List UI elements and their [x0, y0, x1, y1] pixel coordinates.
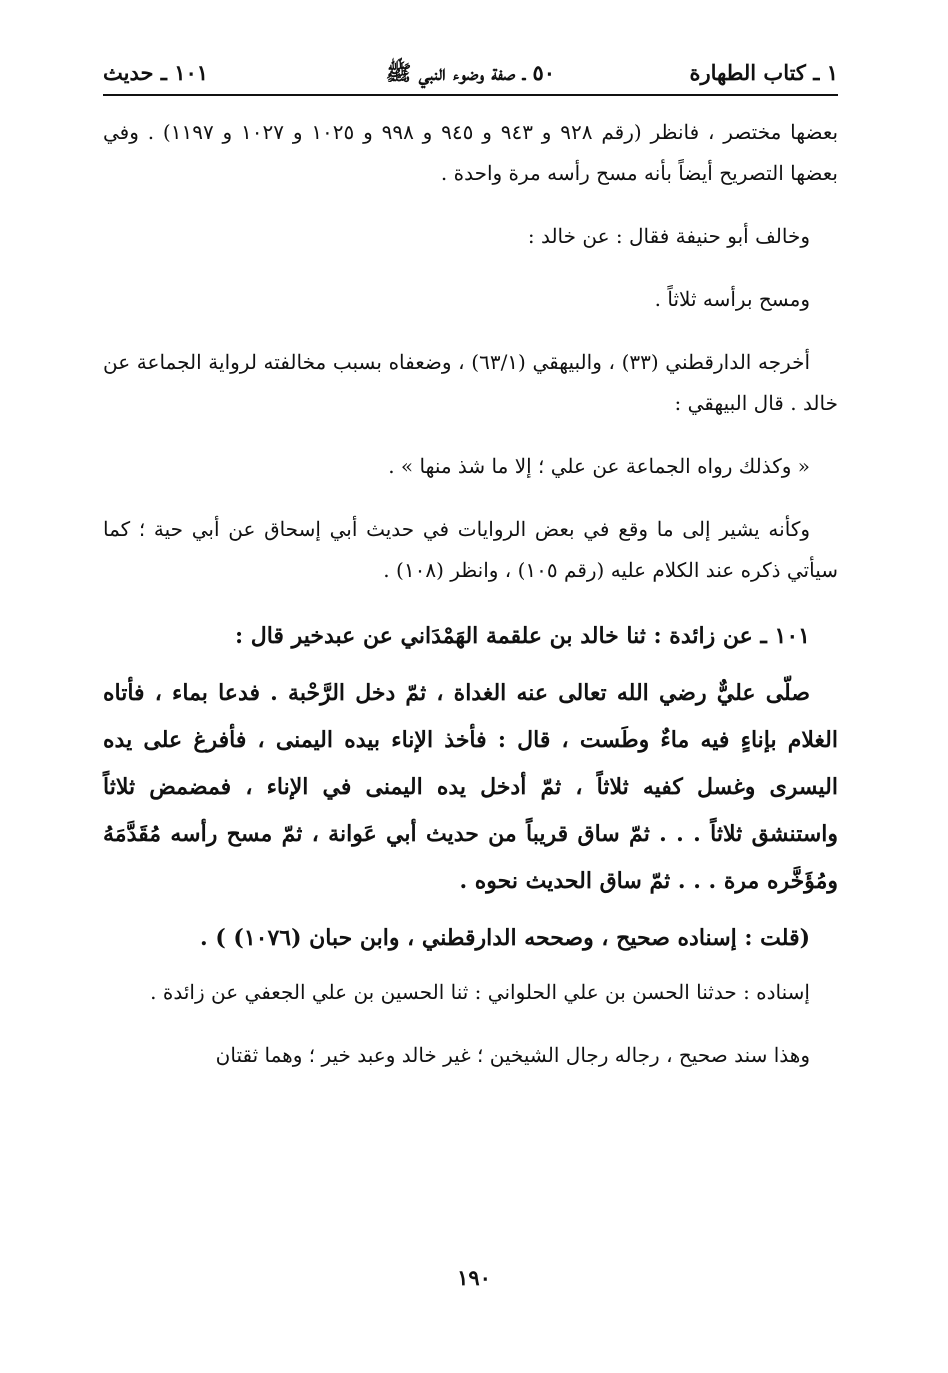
page-number: ١٩٠	[457, 1265, 491, 1290]
hadith-heading: ١٠١ ـ عن زائدة : ثنا خالد بن علقمة الهَمْدَاني عن عبدخير قال :	[234, 623, 810, 649]
page-body	[103, 112, 838, 1076]
paragraph-isnad-assessment: وهذا سند صحيح ، رجاله رجال الشيخين ؛ غير خالد وعبد خير ؛ وهما ثقتان	[215, 1043, 810, 1067]
header-hadith-number: ١٠١ ـ حديث	[103, 60, 209, 85]
paragraph-note-abu-ishaq: وكأنه يشير إلى ما وقع في بعض الروايات في حديث أبي إسحاق عن أبي حية ؛ كما سيأتي ذكره عند الكلام عليه (رقم ١٠٥) ، وانظر (١٠٨) .	[103, 517, 838, 582]
paragraph-quote-wiping: ومسح برأسه ثلاثاً .	[654, 287, 810, 311]
paragraph-abu-hanifa: وخالف أبو حنيفة فقال : عن خالد :	[527, 224, 810, 248]
paragraph-bayhaqi-quote: « وكذلك رواه الجماعة عن علي ؛ إلا ما شذ منها » .	[388, 454, 810, 478]
paragraph-continuation: بعضها مختصر ، فانظر (رقم ٩٢٨ و ٩٤٣ و ٩٤٥ و ٩٩٨ و ١٠٢٥ و ١٠٢٧ و ١١٩٧) . وفي بعضها التصريح أيضاً بأنه مسح رأسه مرة واحدة .	[103, 120, 839, 185]
header-book-title: ١ ـ كتاب الطهارة	[689, 60, 838, 85]
hadith-text: صلّى عليٌّ رضي الله تعالى عنه الغداة ، ثمّ دخل الرَّحْبة . فدعا بماء ، فأتاه الغلام بإناءٍ فيه ماءٌ وطَست ، قال : فأخذ الإناء بيده اليمنى ، فأفرغ على يده اليسرى وغسل كفيه ثلاثاً ، ثمّ أدخل يده اليمنى في الإناء ، فمضمض ثلاثاً واستنشق ثلاثاً . . . ثمّ ساق قريباً من حديث أبي عَوانة ، ثمّ مسح رأسه مُقَدَّمَهُ ومُؤَخَّره مرة . . . ثمّ ساق الحديث نحوه .	[103, 680, 838, 894]
hadith-grading: (قلت : إسناده صحيح ، وصححه الدارقطني ، وابن حبان (١٠٧٦) ) .	[200, 925, 810, 951]
running-header	[103, 58, 838, 96]
header-chapter-title: ٥٠ ـ صفة وضوء النبي ﷺ	[385, 60, 556, 85]
paragraph-takhrij: أخرجه الدارقطني (٣٣) ، والبيهقي (٦٣/١) ، وضعفاه بسبب مخالفته لرواية الجماعة عن خالد . قال البيهقي :	[103, 350, 838, 415]
paragraph-isnad: إسناده : حدثنا الحسن بن علي الحلواني : ثنا الحسين بن علي الجعفي عن زائدة .	[150, 980, 810, 1004]
